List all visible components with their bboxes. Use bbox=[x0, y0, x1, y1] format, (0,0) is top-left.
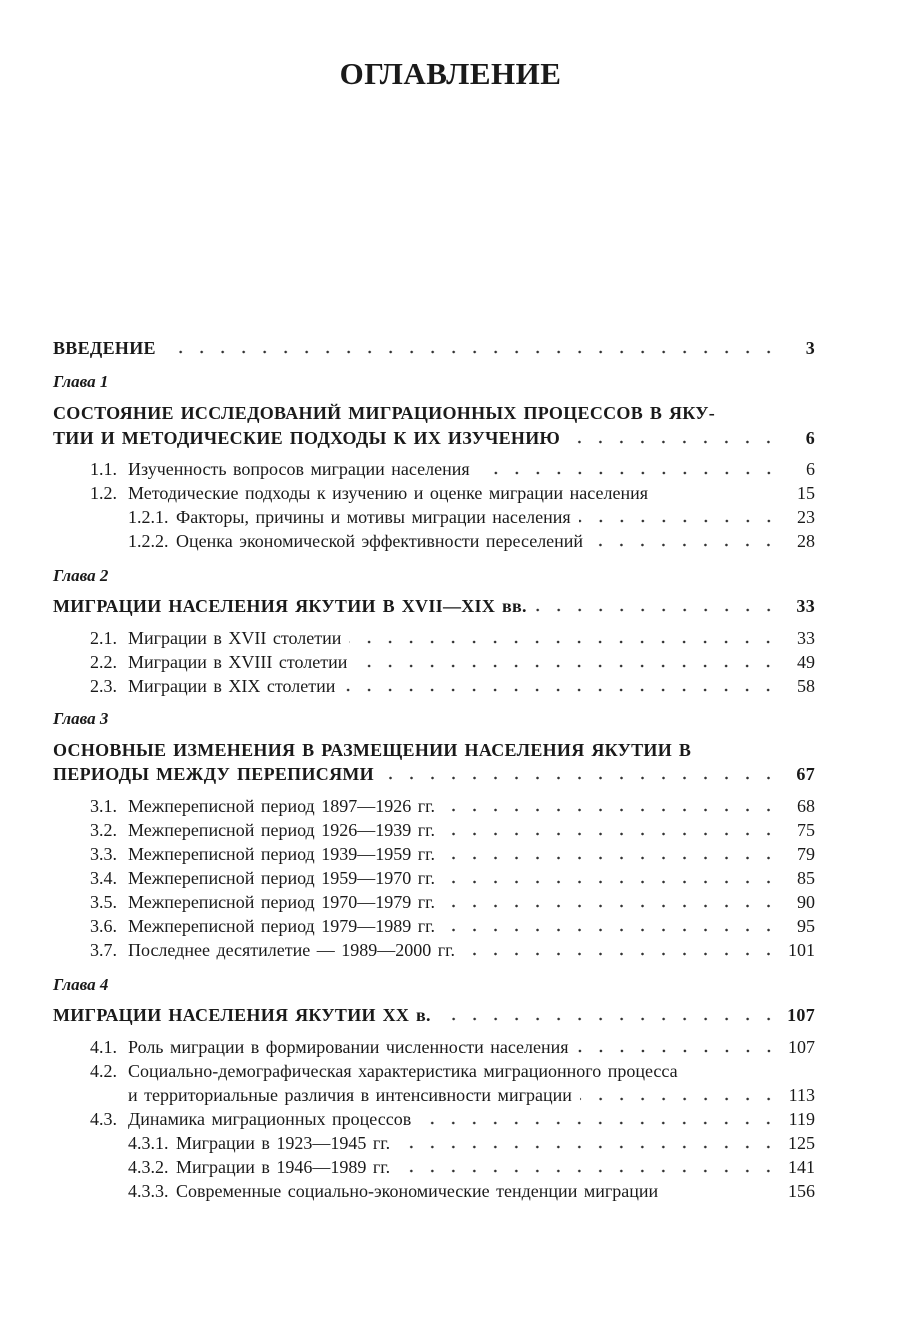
entry-title: Методические подходы к изучению и оценке миграции населения bbox=[128, 483, 648, 503]
toc-entry[interactable] bbox=[90, 819, 815, 841]
dot-leader bbox=[591, 537, 779, 547]
toc-entry[interactable] bbox=[90, 675, 815, 697]
entry-title: Межпереписной период 1959—1970 гг. bbox=[128, 868, 435, 888]
entry-title: МИГРАЦИИ НАСЕЛЕНИЯ ЯКУТИИ В XVII—XIX вв. bbox=[53, 596, 527, 616]
entry-title: Оценка экономической эффективности переселений bbox=[176, 531, 584, 551]
dot-leader bbox=[164, 344, 779, 354]
chapter-label: Глава 1 bbox=[53, 372, 109, 391]
chapter-heading[interactable] bbox=[53, 739, 815, 761]
entry-title: Миграции в XVIII столетии bbox=[128, 652, 348, 672]
entry-title: Факторы, причины и мотивы миграции населения bbox=[176, 507, 571, 527]
section-number: 3.7. bbox=[90, 940, 117, 960]
section-number: 3.1. bbox=[90, 796, 117, 816]
section-number: 4.3.3. bbox=[128, 1181, 169, 1201]
section-number: 4.1. bbox=[90, 1037, 117, 1057]
dot-leader bbox=[349, 634, 779, 644]
toc-entry-intro[interactable] bbox=[53, 337, 815, 359]
section-number: 3.6. bbox=[90, 916, 117, 936]
section-number: 2.3. bbox=[90, 676, 117, 696]
section-number: 3.3. bbox=[90, 844, 117, 864]
entry-title: ОСНОВНЫЕ ИЗМЕНЕНИЯ В РАЗМЕЩЕНИИ НАСЕЛЕНИЯ ЯКУТИИ В bbox=[53, 740, 692, 760]
page-number: 6 bbox=[805, 428, 815, 448]
dot-leader bbox=[568, 434, 779, 444]
toc-entry[interactable] bbox=[128, 1180, 815, 1202]
dot-leader bbox=[443, 898, 779, 908]
page-number: 85 bbox=[797, 868, 815, 888]
chapter-heading[interactable] bbox=[53, 427, 815, 449]
entry-title: Миграции в XVII столетии bbox=[128, 628, 342, 648]
entry-title: Миграции в XIX столетии bbox=[128, 676, 336, 696]
section-number: 2.2. bbox=[90, 652, 117, 672]
page-number: 68 bbox=[797, 796, 815, 816]
entry-title: Изученность вопросов миграции населения bbox=[128, 459, 470, 479]
entry-title: ПЕРИОДЫ МЕЖДУ ПЕРЕПИСЯМИ bbox=[53, 764, 374, 784]
entry-title: ТИИ И МЕТОДИЧЕСКИЕ ПОДХОДЫ К ИХ ИЗУЧЕНИЮ bbox=[53, 428, 561, 448]
toc-entry[interactable] bbox=[90, 1060, 815, 1082]
page-number: 107 bbox=[788, 1037, 815, 1057]
page-number: 75 bbox=[797, 820, 815, 840]
section-number: 3.4. bbox=[90, 868, 117, 888]
chapter-label: Глава 3 bbox=[53, 709, 109, 728]
toc-entry[interactable] bbox=[128, 1132, 815, 1154]
page-number: 6 bbox=[806, 459, 815, 479]
page-number: 49 bbox=[797, 652, 815, 672]
chapter-label: Глава 2 bbox=[53, 566, 109, 585]
toc-entry[interactable] bbox=[90, 867, 815, 889]
section-number: 1.2.1. bbox=[128, 507, 169, 527]
dot-leader bbox=[580, 1091, 779, 1101]
entry-title: Социально-демографическая характеристика миграционного процесса bbox=[128, 1061, 678, 1081]
page-number: 33 bbox=[796, 596, 815, 616]
page-number: 156 bbox=[788, 1181, 815, 1201]
page-number: 3 bbox=[805, 338, 815, 358]
section-number: 4.3. bbox=[90, 1109, 117, 1129]
page-number: 28 bbox=[797, 531, 815, 551]
toc-entry[interactable] bbox=[90, 939, 815, 961]
section-number: 4.3.1. bbox=[128, 1133, 169, 1153]
entry-title: Роль миграции в формировании численности населения bbox=[128, 1037, 569, 1057]
page-title: ОГЛАВЛЕНИЕ bbox=[339, 56, 562, 91]
page-number: 33 bbox=[797, 628, 815, 648]
dot-leader bbox=[535, 602, 779, 612]
toc-entry[interactable] bbox=[90, 843, 815, 865]
chapter-heading[interactable] bbox=[53, 402, 815, 424]
page-number: 58 bbox=[797, 676, 815, 696]
page-number: 141 bbox=[788, 1157, 815, 1177]
page-number: 119 bbox=[788, 1109, 815, 1129]
chapter-heading[interactable] bbox=[53, 1004, 815, 1026]
dot-leader bbox=[443, 922, 779, 932]
page-number: 90 bbox=[797, 892, 815, 912]
entry-title: Межпереписной период 1979—1989 гг. bbox=[128, 916, 435, 936]
toc-entry[interactable] bbox=[90, 1036, 815, 1058]
page-number: 107 bbox=[787, 1005, 815, 1025]
dot-leader bbox=[382, 770, 779, 780]
dot-leader bbox=[443, 874, 779, 884]
entry-title: Межпереписной период 1939—1959 гг. bbox=[128, 844, 435, 864]
entry-title: Динамика миграционных процессов bbox=[128, 1109, 412, 1129]
page-number: 79 bbox=[797, 844, 815, 864]
entry-title: Последнее десятилетие — 1989—2000 гг. bbox=[128, 940, 455, 960]
page-number: 15 bbox=[797, 483, 815, 503]
entry-title: СОСТОЯНИЕ ИССЛЕДОВАНИЙ МИГРАЦИОННЫХ ПРОЦЕССОВ В ЯКУ- bbox=[53, 403, 716, 423]
toc-entry[interactable] bbox=[90, 651, 815, 673]
chapter-label: Глава 4 bbox=[53, 975, 109, 994]
chapter-heading[interactable] bbox=[53, 595, 815, 617]
toc-entry[interactable] bbox=[90, 627, 815, 649]
page-number: 125 bbox=[788, 1133, 815, 1153]
dot-leader bbox=[443, 826, 779, 836]
toc-entry[interactable] bbox=[90, 795, 815, 817]
dot-leader bbox=[463, 946, 779, 956]
section-number: 1.1. bbox=[90, 459, 117, 479]
dot-leader bbox=[419, 1115, 779, 1125]
dot-leader bbox=[398, 1163, 779, 1173]
dot-leader bbox=[439, 1011, 779, 1021]
section-number: 3.5. bbox=[90, 892, 117, 912]
entry-title: Межпереписной период 1897—1926 гг. bbox=[128, 796, 435, 816]
section-number: 1.2.2. bbox=[128, 531, 169, 551]
toc-entry[interactable] bbox=[90, 891, 815, 913]
page-number: 101 bbox=[788, 940, 815, 960]
toc-entry[interactable] bbox=[90, 915, 815, 937]
section-number: 4.2. bbox=[90, 1061, 117, 1081]
page-number: 23 bbox=[797, 507, 815, 527]
dot-leader bbox=[398, 1139, 779, 1149]
section-number: 4.3.2. bbox=[128, 1157, 169, 1177]
entry-title: Миграции в 1923—1945 гг. bbox=[176, 1133, 391, 1153]
chapter-heading[interactable] bbox=[53, 763, 815, 785]
toc-entry[interactable] bbox=[90, 482, 815, 504]
dot-leader bbox=[577, 1043, 779, 1053]
page-number: 67 bbox=[796, 764, 815, 784]
entry-title: Миграции в 1946—1989 гг. bbox=[176, 1157, 391, 1177]
page-number: 113 bbox=[788, 1085, 815, 1105]
toc-entry[interactable] bbox=[128, 530, 815, 552]
entry-title: Межпереписной период 1970—1979 гг. bbox=[128, 892, 435, 912]
dot-leader bbox=[579, 513, 779, 523]
section-number: 3.2. bbox=[90, 820, 117, 840]
entry-title: ВВЕДЕНИЕ bbox=[53, 338, 156, 358]
dot-leader bbox=[343, 682, 779, 692]
entry-title: Современные социально-экономические тенденции миграции bbox=[176, 1181, 659, 1201]
section-number: 2.1. bbox=[90, 628, 117, 648]
entry-title: и территориальные различия в интенсивности миграции bbox=[128, 1085, 572, 1105]
toc-entry[interactable] bbox=[90, 1108, 815, 1130]
section-number: 1.2. bbox=[90, 483, 117, 503]
toc-entry-continuation[interactable] bbox=[128, 1084, 815, 1106]
toc-entry[interactable] bbox=[128, 1156, 815, 1178]
page-number: 95 bbox=[797, 916, 815, 936]
dot-leader bbox=[443, 850, 779, 860]
dot-leader bbox=[478, 465, 779, 475]
dot-leader bbox=[443, 802, 779, 812]
toc-entry[interactable] bbox=[128, 506, 815, 528]
entry-title: МИГРАЦИИ НАСЕЛЕНИЯ ЯКУТИИ XX в. bbox=[53, 1005, 431, 1025]
entry-title: Межпереписной период 1926—1939 гг. bbox=[128, 820, 435, 840]
toc-entry[interactable] bbox=[90, 458, 815, 480]
dot-leader bbox=[355, 658, 779, 668]
